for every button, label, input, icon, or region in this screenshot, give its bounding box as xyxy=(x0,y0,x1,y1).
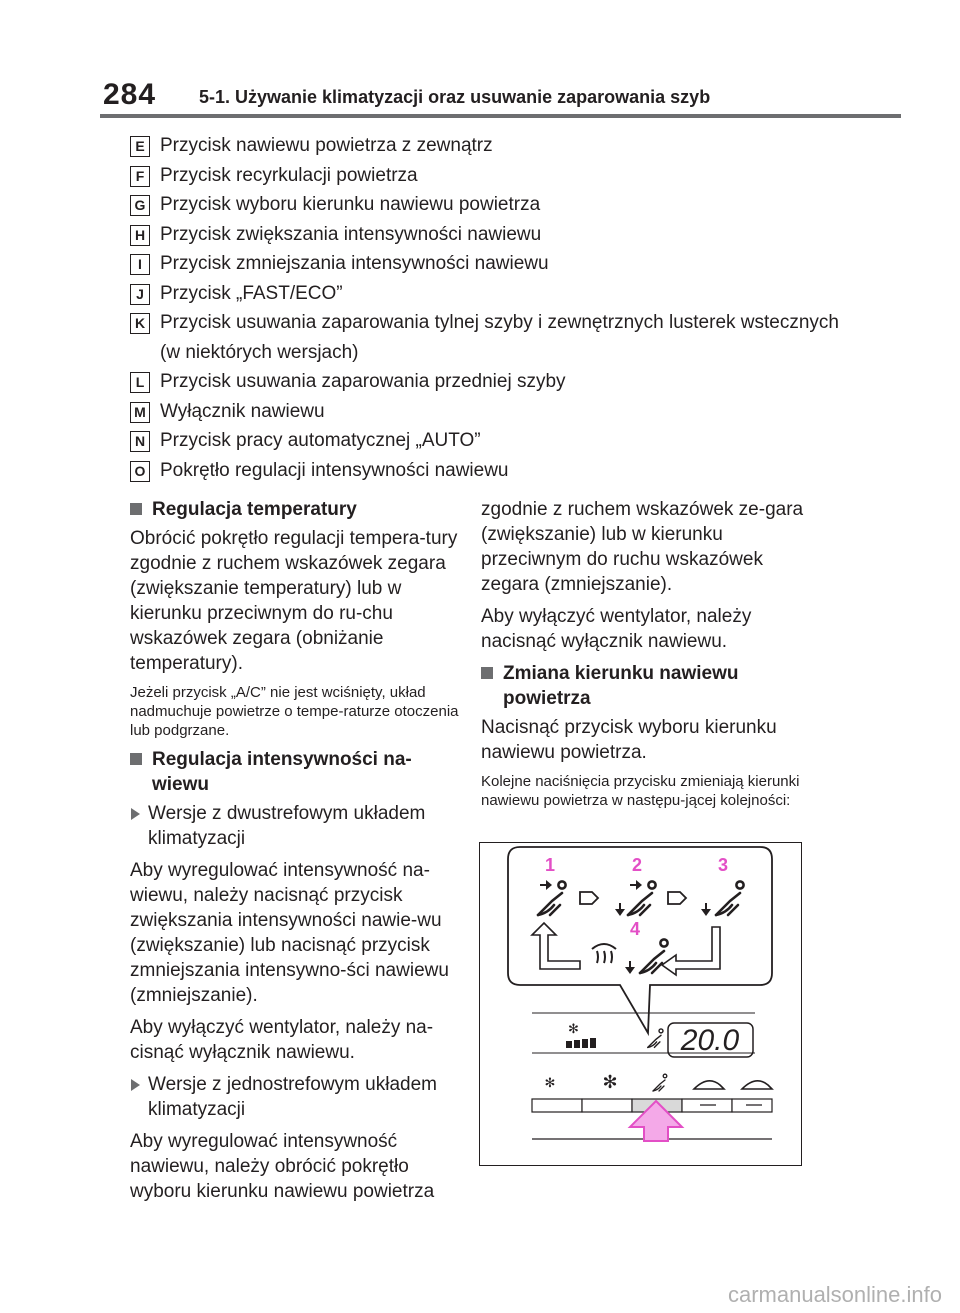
recirculation-icon xyxy=(694,1081,724,1089)
mode-label-3: 3 xyxy=(718,855,729,875)
direction-text: Nacisnąć przycisk wyboru kierunku nawiewu powietrza. xyxy=(481,717,777,763)
legend-key: G xyxy=(130,195,150,216)
fan-speed-heading: Regulacja intensywności na-wiewu xyxy=(130,747,460,797)
legend-item-f xyxy=(130,161,850,191)
header-divider xyxy=(100,114,901,118)
legend-text: Przycisk recyrkulacji powietrza xyxy=(160,164,418,186)
legend-text: Przycisk zwiększania intensywności nawiewu xyxy=(160,223,542,245)
airflow-diagram xyxy=(480,843,800,1164)
fan-icon: ✻ xyxy=(568,1021,579,1036)
continued-text: zgodnie z ruchem wskazówek ze-gara (zwiększanie) lub w kierunku przeciwnym do ruchu wskazówek zegara (zmniejszanie). xyxy=(481,499,804,595)
square-bullet-icon xyxy=(130,753,142,765)
section-title: 5-1. Używanie klimatyzacji oraz usuwanie zaparowania szyb xyxy=(199,87,711,107)
direction-heading: Zmiana kierunku nawiewu powietrza xyxy=(481,661,811,711)
temperature-heading: Regulacja temperatury xyxy=(130,497,460,522)
mode-label-1: 1 xyxy=(545,855,556,875)
legend-text: Przycisk zmniejszania intensywności nawiewu xyxy=(160,253,549,274)
dual-zone-off-text: Aby wyłączyć wentylator, należy na-cisnąć wyłącznik nawiewu. xyxy=(130,1017,434,1063)
square-bullet-icon xyxy=(130,503,142,515)
outside-air-icon xyxy=(742,1081,772,1089)
legend-key: M xyxy=(130,402,150,423)
legend-text: Przycisk nawiewu powietrza z zewnątrz xyxy=(160,135,493,156)
legend-key: O xyxy=(130,461,150,482)
triangle-bullet-icon xyxy=(131,808,140,820)
legend-text: Wyłącznik nawiewu xyxy=(160,400,325,422)
mode-label-2: 2 xyxy=(632,855,643,875)
legend-key: N xyxy=(130,431,150,452)
legend-item-o xyxy=(130,456,850,486)
watermark: carmanualsonline.info xyxy=(727,1282,942,1307)
single-zone-label: Wersje z jednostrefowym układem klimatyzacji xyxy=(130,1072,460,1122)
legend-item-g xyxy=(130,190,850,220)
legend-key: F xyxy=(130,166,150,187)
airflow-mode-figure xyxy=(479,842,802,1166)
legend-item-h xyxy=(130,220,850,250)
legend-text: Przycisk usuwania zaparowania przedniej szyby xyxy=(160,371,566,392)
legend-key: J xyxy=(130,284,150,305)
legend-key: L xyxy=(130,372,150,393)
legend-item-n xyxy=(130,426,850,456)
legend-text: Przycisk usuwania zaparowania tylnej szyby i zewnętrznych lusterek wstecznych (w niektórych wersjach) xyxy=(160,312,839,363)
legend-text: Przycisk „FAST/ECO” xyxy=(160,282,343,304)
square-bullet-icon xyxy=(481,667,493,679)
button-legend xyxy=(130,131,850,485)
temperature-text: Obrócić pokrętło regulacji tempera-tury zgodnie z ruchem wskazówek zegara (zwiększanie temperatury) lub w kierunku przeciwnym do ru-chu wskazówek zegara (obniżanie temperatury). xyxy=(130,528,458,674)
legend-key: K xyxy=(130,313,150,334)
direction-note: Kolejne naciśnięcia przycisku zmieniają kierunki nawiewu powietrza w następu-jącej kolejności: xyxy=(481,773,800,809)
legend-text: Przycisk pracy automatycznej „AUTO” xyxy=(160,430,481,451)
legend-text: Pokrętło regulacji intensywności nawiewu xyxy=(160,459,509,481)
legend-item-e xyxy=(130,131,850,161)
legend-item-l xyxy=(130,367,850,397)
fan-low-icon: ✻ xyxy=(544,1075,556,1090)
legend-item-k xyxy=(130,308,850,367)
left-column xyxy=(130,497,460,1211)
dual-zone-label: Wersje z dwustrefowym układem klimatyzacji xyxy=(130,801,460,851)
fan-increase-button[interactable] xyxy=(582,1099,632,1112)
fan-off-text: Aby wyłączyć wentylator, należy nacisnąć wyłącznik nawiewu. xyxy=(481,606,752,652)
fan-high-icon: ✻ xyxy=(602,1072,618,1092)
triangle-bullet-icon xyxy=(131,1079,140,1091)
legend-key: I xyxy=(130,254,150,275)
legend-key: E xyxy=(130,136,150,157)
single-zone-text: Aby wyregulować intensywność nawiewu, należy obrócić pokrętło wyboru kierunku nawiewu powietrza xyxy=(130,1131,435,1202)
airflow-mode-icon xyxy=(653,1074,667,1091)
legend-text: Przycisk wyboru kierunku nawiewu powietrza xyxy=(160,194,541,215)
fan-decrease-button[interactable] xyxy=(532,1099,582,1112)
right-column xyxy=(481,497,811,817)
mode-label-4: 4 xyxy=(630,919,641,939)
legend-item-j xyxy=(130,279,850,309)
dual-zone-text: Aby wyregulować intensywność na-wiewu, należy nacisnąć przycisk zwiększania intensywności nawie-wu (zwiększanie) lub nacisnąć przycisk zmniejszania intensywno-ści nawiewu (zmniejszanie). xyxy=(130,860,449,1006)
legend-item-i xyxy=(130,249,850,279)
temperature-readout: 20.0 xyxy=(680,1024,740,1057)
legend-item-m xyxy=(130,397,850,427)
legend-key: H xyxy=(130,225,150,246)
temperature-note: Jeżeli przycisk „A/C” nie jest wciśnięty, układ nadmuchuje powietrze o tempe-raturze otoczenia lub podgrzane. xyxy=(130,684,459,739)
page-number: 284 xyxy=(103,78,157,111)
